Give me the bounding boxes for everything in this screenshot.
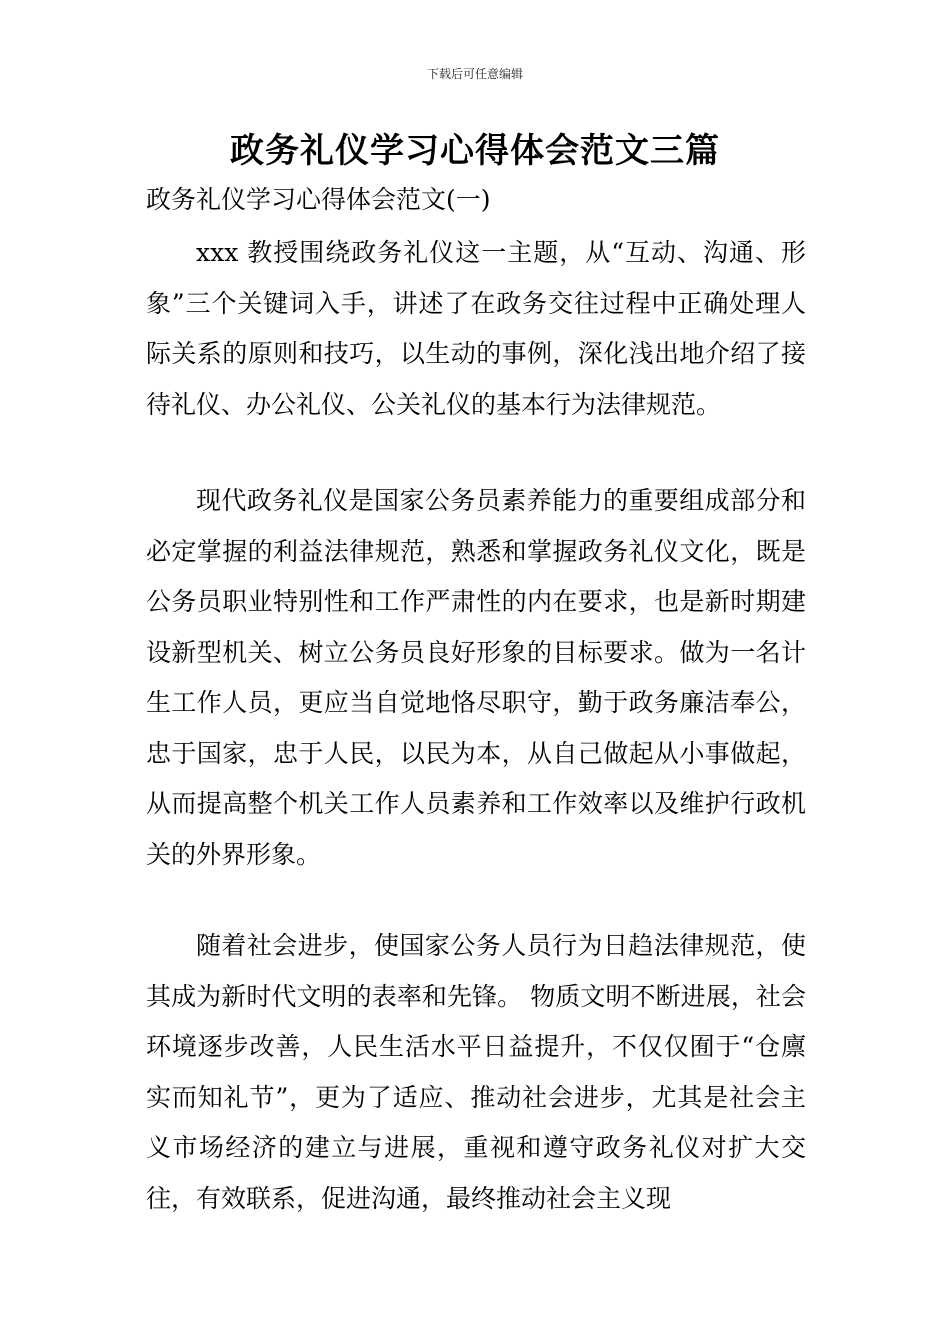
header-note: 下载后可任意编辑 bbox=[426, 67, 523, 81]
paragraph: xxx 教授围绕政务礼仪这一主题，从“互动、沟通、形象”三个关键词入手，讲述了在政务交往过程中正确处理人际关系的原则和技巧，以生动的事例，深化浅出地介绍了接待礼仪、办公礼仪、公关礼仪的基本行为法律规范。 bbox=[146, 238, 806, 419]
paragraph: 现代政务礼仪是国家公务员素养能力的重要组成部分和必定掌握的利益法律规范，熟悉和掌握政务礼仪文化，既是公务员职业特别性和工作严肃性的内在要求，也是新时期建设新型机关、树立公务员良好形象的目标要求。做为一名计生工作人员，更应当自觉地恪尽职守，勤于政务廉洁奉公，忠于国家，忠于人民，以民为本，从自己做起从小事做起，从而提高整个机关工作人员素养和工作效率以及维护行政机关的外界形象。 bbox=[146, 486, 806, 869]
document-title: 政务礼仪学习心得体会范文三篇 bbox=[230, 131, 720, 171]
paragraph: 随着社会进步，使国家公务人员行为日趋法律规范，使其成为新时代文明的表率和先锋。 物质文明不断进展，社会环境逐步改善，人民生活水平日益提升，不仅仅囿于“仓廪实而知礼节”，更为了适应、推动社会进步，尤其是社会主义市场经济的建立与进展，重视和遵守政务礼仪对扩大交往，有效联系，促进沟通，最终推动社会主义现 bbox=[146, 931, 806, 1213]
section-subtitle: 政务礼仪学习心得体会范文(一) bbox=[146, 185, 491, 214]
